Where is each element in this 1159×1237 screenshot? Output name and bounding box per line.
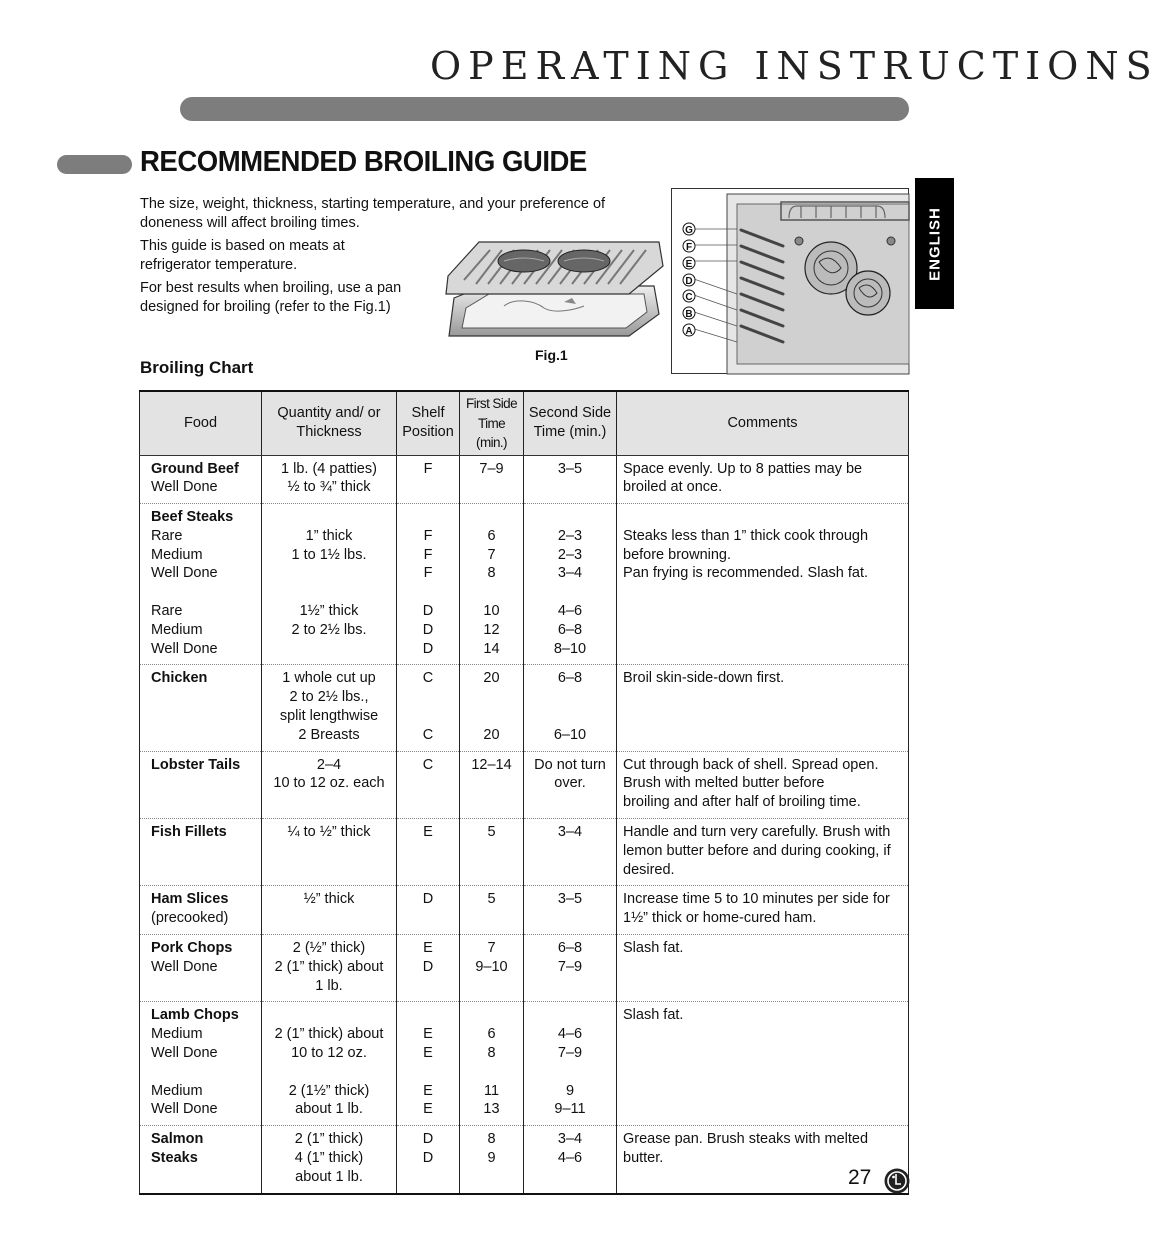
cell-first-side: 5 — [460, 819, 524, 886]
intro-paragraph-3: For best results when broiling, use a pan designed for broiling (refer to the Fig.1) — [140, 280, 402, 315]
header-title: OPERATING INSTRUCTIONS — [430, 44, 1159, 88]
cell-food — [140, 504, 262, 665]
food-doneness: Well Done — [151, 479, 218, 496]
cell-comments: Slash fat. — [617, 935, 909, 1002]
shelf-letter-c: C — [685, 292, 693, 303]
cell-comments: Increase time 5 to 10 minutes per side for 1½” thick or home-cured ham. — [617, 886, 909, 935]
header-food: Food — [140, 391, 262, 455]
shelf-letter-b: B — [685, 309, 693, 320]
cell-quantity: 2 (1” thick) about 10 to 12 oz. 2 (1½” thick) about 1 lb. — [262, 1002, 397, 1126]
lg-logo — [884, 1168, 910, 1194]
intro-paragraph-1: The size, weight, thickness, starting temperature, and your preference of doneness will affect broiling times. — [140, 196, 606, 231]
cell-second-side: 2–3 2–3 3–4 4–6 6–8 8–10 — [524, 504, 617, 665]
chart-heading: Broiling Chart — [140, 358, 254, 377]
food-doneness: Medium Well Done Medium Well Done — [151, 1026, 218, 1118]
cell-second-side: 4–6 7–9 9 9–11 — [524, 1002, 617, 1126]
page-number: 27 — [848, 1166, 872, 1189]
broiling-chart-table — [139, 390, 909, 1195]
cell-first-side: 7 9–10 — [460, 935, 524, 1002]
cell-second-side: 3–4 4–6 — [524, 1126, 617, 1194]
header-first-side: First Side Time (min.) — [460, 391, 524, 455]
food-doneness: (precooked) — [151, 910, 229, 927]
food-name: Ground Beef — [151, 460, 239, 477]
cell-food — [140, 886, 262, 935]
cell-shelf: E E E E — [397, 1002, 460, 1126]
cell-first-side: 5 — [460, 886, 524, 935]
figure-label: Fig.1 — [535, 347, 568, 363]
cell-shelf: C — [397, 751, 460, 818]
food-name: Lamb Chops — [151, 1007, 239, 1024]
cell-food — [140, 751, 262, 818]
table-row — [140, 886, 909, 935]
cell-quantity: 2 (1” thick) 4 (1” thick) about 1 lb. — [262, 1126, 397, 1194]
cell-first-side: 6 8 11 13 — [460, 1002, 524, 1126]
header-quantity: Quantity and/ or Thickness — [262, 391, 397, 455]
food-doneness: Well Done — [151, 958, 218, 975]
cell-comments: Handle and turn very carefully. Brush with lemon butter before and during cooking, if desired. — [617, 819, 909, 886]
cell-second-side: 3–5 — [524, 886, 617, 935]
cell-second-side: 3–5 — [524, 455, 617, 504]
cell-shelf: E D — [397, 935, 460, 1002]
table-row — [140, 1126, 909, 1194]
cell-quantity: 2 (½” thick) 2 (1” thick) about 1 lb. — [262, 935, 397, 1002]
header-second-side: Second Side Time (min.) — [524, 391, 617, 455]
cell-shelf: D — [397, 886, 460, 935]
header-shelf: Shelf Position — [397, 391, 460, 455]
food-name: Ham Slices — [151, 891, 229, 908]
cell-quantity: ¼ to ½” thick — [262, 819, 397, 886]
cell-shelf: F F F D D D — [397, 504, 460, 665]
intro-paragraph-2: This guide is based on meats at refrigerator temperature. — [140, 238, 345, 273]
cell-quantity: 1 lb. (4 patties) ½ to ¾” thick — [262, 455, 397, 504]
shelf-letter-a: A — [685, 326, 693, 337]
cell-quantity: 2–4 10 to 12 oz. each — [262, 751, 397, 818]
cell-comments: Space evenly. Up to 8 patties may be broiled at once. — [617, 455, 909, 504]
cell-shelf: D D — [397, 1126, 460, 1194]
cell-food — [140, 665, 262, 751]
cell-shelf: E — [397, 819, 460, 886]
language-tab — [915, 178, 954, 309]
shelf-letter-f: F — [685, 242, 693, 253]
table-row — [140, 935, 909, 1002]
oven-shelf-positions-illustration — [671, 188, 909, 374]
header-bar — [180, 97, 909, 121]
cell-first-side: 20 20 — [460, 665, 524, 751]
table-row — [140, 665, 909, 751]
cell-comments: Steaks less than 1” thick cook through before browning. Pan frying is recommended. Slash fat. — [617, 504, 909, 665]
cell-first-side: 12–14 — [460, 751, 524, 818]
table-row — [140, 751, 909, 818]
food-name: Lobster Tails — [151, 756, 241, 773]
table-row — [140, 504, 909, 665]
cell-comments: Cut through back of shell. Spread open. Brush with melted butter before broiling and after half of broiling time. — [617, 751, 909, 818]
shelf-letter-e: E — [685, 259, 693, 270]
cell-first-side: 6 7 8 10 12 14 — [460, 504, 524, 665]
food-name: Salmon Steaks — [151, 1131, 204, 1166]
cell-first-side: 7–9 — [460, 455, 524, 504]
food-doneness: Rare Medium Well Done Rare Medium Well Done — [151, 527, 218, 657]
table-header-row — [140, 391, 909, 455]
cell-second-side: 3–4 — [524, 819, 617, 886]
cell-food — [140, 1126, 262, 1194]
food-name: Chicken — [151, 670, 208, 687]
cell-second-side: 6–8 6–10 — [524, 665, 617, 751]
cell-food — [140, 819, 262, 886]
cell-shelf: F — [397, 455, 460, 504]
header-comments: Comments — [617, 391, 909, 455]
cell-quantity: 1 whole cut up 2 to 2½ lbs., split lengthwise 2 Breasts — [262, 665, 397, 751]
food-name: Pork Chops — [151, 940, 233, 957]
cell-quantity: 1” thick 1 to 1½ lbs. 1½” thick 2 to 2½ lbs. — [262, 504, 397, 665]
cell-comments: Grease pan. Brush steaks with melted butter. — [617, 1126, 909, 1194]
cell-quantity: ½” thick — [262, 886, 397, 935]
table-row — [140, 819, 909, 886]
table-row — [140, 455, 909, 504]
table-row — [140, 1002, 909, 1126]
food-name: Fish Fillets — [151, 824, 227, 841]
cell-food — [140, 455, 262, 504]
cell-comments: Slash fat. — [617, 1002, 909, 1126]
cell-shelf: C C — [397, 665, 460, 751]
page-title: RECOMMENDED BROILING GUIDE — [140, 146, 587, 178]
shelf-letter-g: G — [685, 225, 693, 236]
cell-first-side: 8 9 — [460, 1126, 524, 1194]
cell-second-side: 6–8 7–9 — [524, 935, 617, 1002]
shelf-letter-d: D — [685, 276, 693, 287]
cell-comments: Broil skin-side-down first. — [617, 665, 909, 751]
language-tab-label: ENGLISH — [926, 206, 943, 281]
title-pill-decoration — [57, 155, 132, 174]
food-name: Beef Steaks — [151, 509, 234, 526]
cell-second-side: Do not turn over. — [524, 751, 617, 818]
cell-food — [140, 935, 262, 1002]
broiler-pan-illustration — [444, 236, 666, 341]
cell-food — [140, 1002, 262, 1126]
